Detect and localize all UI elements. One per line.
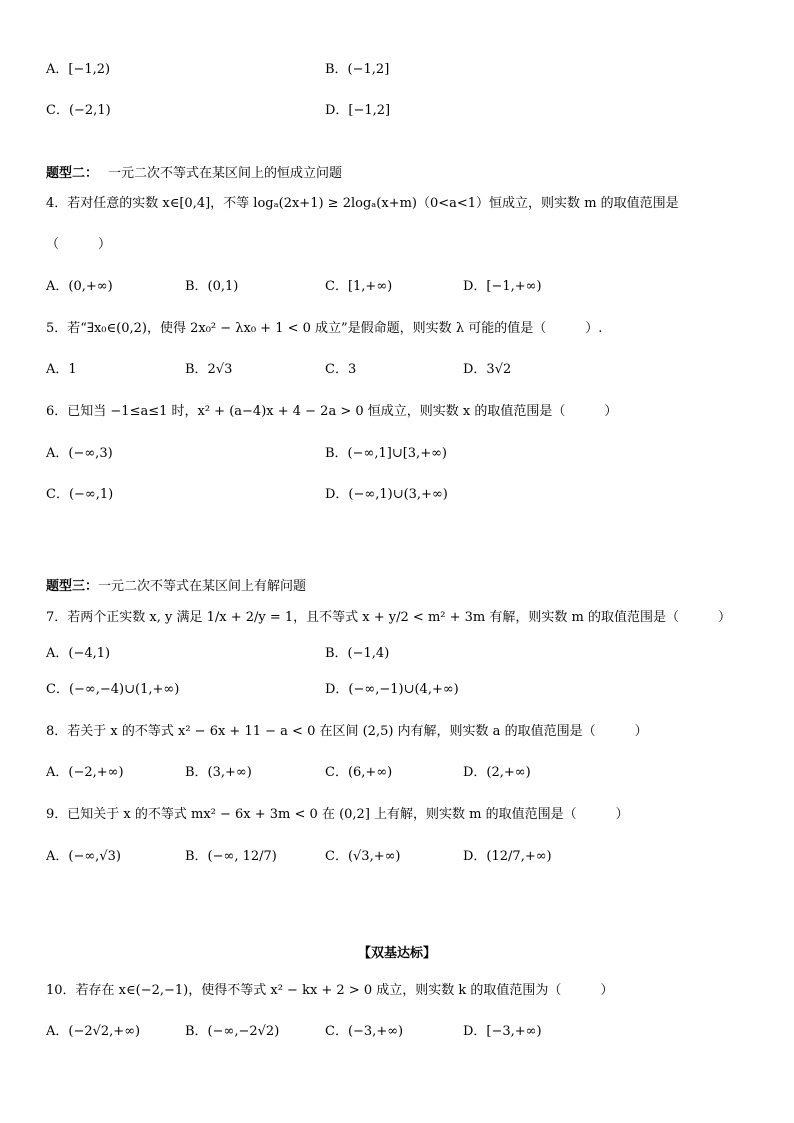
section-heading-text: 一元二次不等式在某区间上的恒成立问题	[108, 166, 343, 181]
q3-opt-d: D．[−1,2]	[325, 103, 391, 118]
q9-opt-d: D．(12/7,+∞)	[463, 849, 552, 864]
q8-opt-a: A．(−2,+∞)	[46, 765, 124, 780]
q4-opt-a: A．(0,+∞)	[46, 279, 113, 294]
q6-opt-d: D．(−∞,1)∪(3,+∞)	[325, 487, 448, 502]
q8-opt-d: D．(2,+∞)	[463, 765, 531, 780]
q4-stem: 4．若对任意的实数 x∈[0,4]，不等 logₐ(2x+1) ≥ 2logₐ(x+m)（0<a<1）恒成立，则实数 m 的取值范围是	[46, 196, 679, 211]
q9-opt-a: A．(−∞,√3)	[46, 849, 121, 864]
q4-opt-c: C．[1,+∞)	[325, 279, 393, 294]
q6-opt-b: B．(−∞,1]∪[3,+∞)	[325, 446, 447, 461]
q6-opt-c: C．(−∞,1)	[46, 487, 114, 502]
q7-stem: 7．若两个正实数 x, y 满足 1/x + 2/y = 1，且不等式 x + y/2 < m² + 3m 有解，则实数 m 的取值范围是（ ）	[46, 610, 731, 625]
q8-opt-b: B．(3,+∞)	[185, 765, 252, 780]
section-heading-label: 题型二：	[46, 166, 99, 181]
q7-opt-b: B．(−1,4)	[325, 646, 390, 661]
q8-opt-c: C．(6,+∞)	[325, 765, 393, 780]
q6-stem: 6．已知当 −1≤a≤1 时，x² + (a−4)x + 4 − 2a > 0 恒成立，则实数 x 的取值范围是（ ）	[46, 404, 618, 419]
section-3-heading	[46, 577, 306, 597]
q4-opt-d: D．[−1,+∞)	[463, 279, 542, 294]
q9-opt-b: B．(−∞, 12/7)	[185, 849, 277, 864]
q5-stem: 5．若“∃x₀∈(0,2)，使得 2x₀² − λx₀ + 1 < 0 成立”是假命题，则实数 λ 可能的值是（ ）.	[46, 321, 603, 336]
section-heading-label: 题型三：	[46, 579, 99, 594]
q10-opt-b: B．(−∞,−2√2)	[185, 1024, 280, 1039]
q7-opt-a: A．(−4,1)	[46, 646, 111, 661]
q10-stem: 10．若存在 x∈(−2,−1)，使得不等式 x² − kx + 2 > 0 成立，则实数 k 的取值范围为（ ）	[46, 983, 614, 998]
q7-opt-d: D．(−∞,−1)∪(4,+∞)	[325, 682, 459, 697]
section-2-heading	[46, 164, 342, 184]
q10-opt-d: D．[−3,+∞)	[463, 1024, 542, 1039]
q4-opt-b: B．(0,1)	[185, 279, 239, 294]
q8-stem: 8．若关于 x 的不等式 x² − 6x + 11 − a < 0 在区间 (2,5) 内有解，则实数 a 的取值范围是（ ）	[46, 724, 648, 739]
q9-opt-c: C．(√3,+∞)	[325, 849, 401, 864]
q4-answer-paren: （ ）	[46, 237, 112, 252]
q5-opt-a: A．1	[46, 362, 77, 377]
q5-opt-c: C．3	[325, 362, 357, 377]
q10-opt-c: C．(−3,+∞)	[325, 1024, 404, 1039]
q6-opt-a: A．(−∞,3)	[46, 446, 113, 461]
section-4-heading: 【双基达标】	[357, 946, 436, 961]
q9-stem: 9．已知关于 x 的不等式 mx² − 6x + 3m < 0 在 (0,2] 上有解，则实数 m 的取值范围是（ ）	[46, 807, 629, 822]
q3-opt-a: A．[−1,2)	[46, 62, 111, 77]
q7-opt-c: C．(−∞,−4)∪(1,+∞)	[46, 682, 180, 697]
q5-opt-b: B．2√3	[185, 362, 233, 377]
q3-opt-b: B．(−1,2]	[325, 62, 390, 77]
q5-opt-d: D．3√2	[463, 362, 512, 377]
section-heading-text: 一元二次不等式在某区间上有解问题	[98, 579, 307, 594]
q3-opt-c: C．(−2,1)	[46, 103, 111, 118]
q10-opt-a: A．(−2√2,+∞)	[46, 1024, 141, 1039]
